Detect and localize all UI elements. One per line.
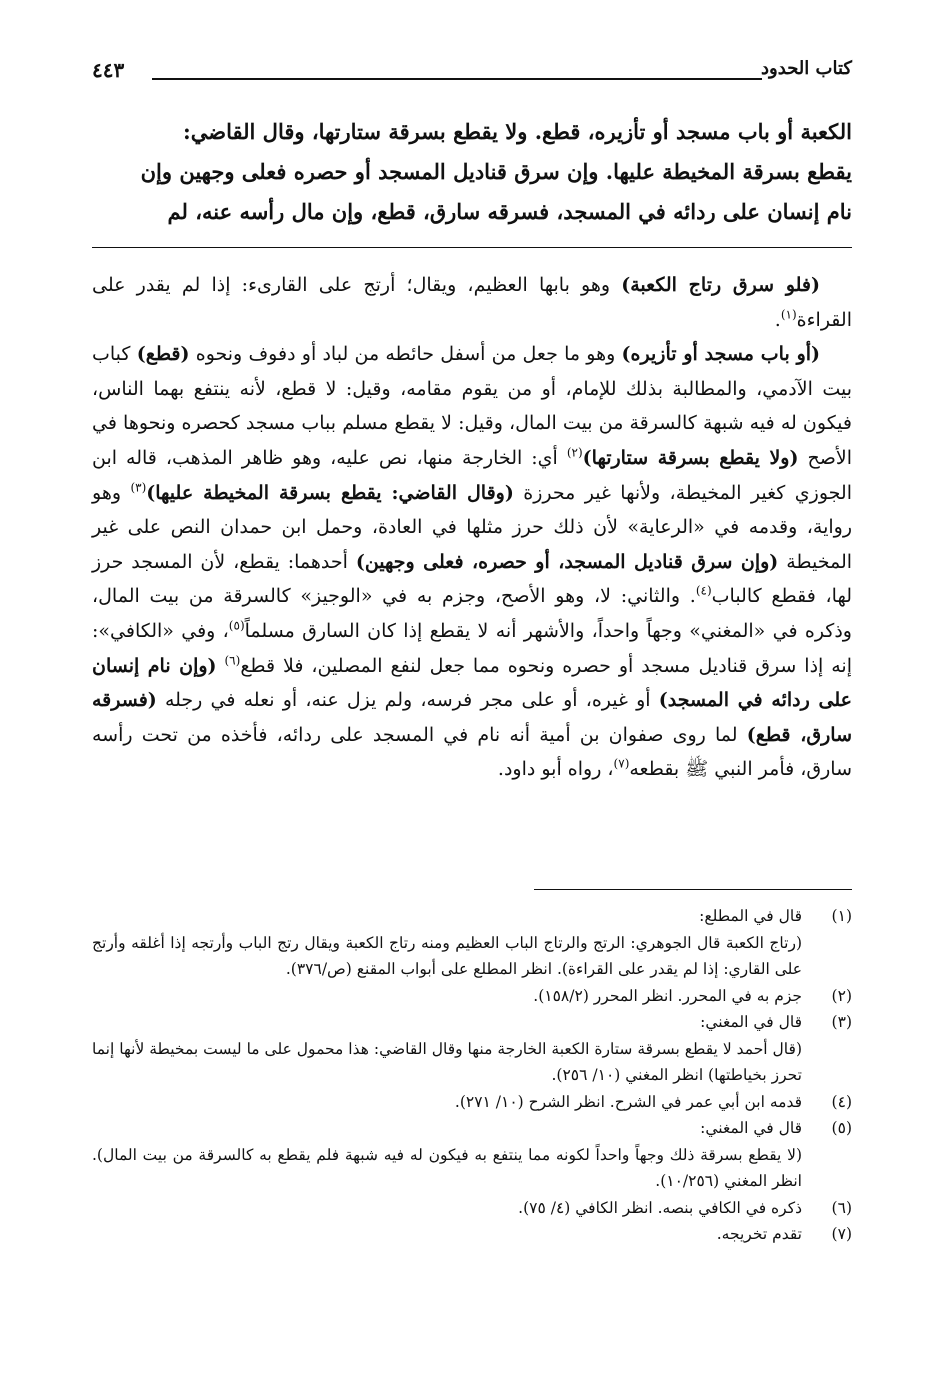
footnote-number: (٤) xyxy=(831,1092,852,1111)
footnote xyxy=(92,983,852,1010)
footnote-ref[interactable]: (٤) xyxy=(695,584,712,599)
footnote xyxy=(92,1089,852,1116)
commentary-text: وهو رواية، وقدمه في «الرعاية» لأن ذلك حرز مثلها في العادة، وحمل ابن حمدان النص على غير المخيطة xyxy=(92,481,853,573)
footnote-number: (٢) xyxy=(831,986,852,1005)
footnote-text: قدمه ابن أبي عمر في الشرح. انظر الشرح (١٠/ ٢٧١). xyxy=(454,1092,802,1111)
running-header xyxy=(92,58,852,88)
commentary-text: ، رواه أبو داود. xyxy=(497,758,614,781)
footnote-text: ذكره في الكافي بنصه. انظر الكافي (٤/ ٧٥). xyxy=(518,1198,802,1217)
book-title: كتاب الحدود xyxy=(761,58,852,79)
footnote-number: (٦) xyxy=(831,1198,852,1217)
commentary-text: لما روى صفوان بن أمية أنه نام في المسجد على ردائه، فأخذه من تحت رأسه سارق، فأمر النبي ﷺ بقطعه xyxy=(92,723,852,781)
commentary-text: ، وفي «الكافي»: إنه إذا سرق قناديل مسجد أو حصره ونحوه مما جعل لنفع المصلين، فلا قطع xyxy=(92,619,853,677)
footnote-number: (١) xyxy=(831,907,852,925)
quoted-text: (فلو سرق رتاج الكعبة) xyxy=(621,274,820,296)
footnote-text: قال في المغني: xyxy=(700,1013,802,1031)
footnote-ref[interactable]: (٢) xyxy=(566,445,583,460)
footnote xyxy=(92,1009,852,1089)
footnote-number: (٥) xyxy=(831,1119,852,1137)
footnote xyxy=(92,1195,852,1222)
footnote-separator xyxy=(534,889,852,890)
quoted-text: (فسرقه سارق، قطع) xyxy=(92,689,852,746)
footnote-number: (٣) xyxy=(831,1013,852,1031)
main-text-line: نام إنسان على ردائه في المسجد، فسرقه سارق، قطع، وإن مال رأسه عنه، لم xyxy=(167,199,852,224)
main-text-line: الكعبة أو باب مسجد أو تأزيره، قطع. ولا يقطع بسرقة ستارتها، وقال القاضي: xyxy=(183,119,852,144)
header-rule xyxy=(152,78,762,80)
quoted-text: (وقال القاضي: يقطع بسرقة المخيطة عليها) xyxy=(146,481,514,504)
commentary-text: وهو بابها العظيم، ويقال؛ أرتج على القارىء: إذا لم يقدر على القراءة xyxy=(92,274,852,331)
footnote xyxy=(92,903,852,983)
footnote xyxy=(92,1221,852,1248)
quoted-text: (وإن سرق قناديل المسجد، أو حصره، فعلى وجهين) xyxy=(355,550,779,573)
commentary-text: وهو ما جعل من أسفل حائطه من لباد أو دفوف ونحوه xyxy=(195,343,616,366)
main-text-line: يقطع بسرقة المخيطة عليها. وإن سرق قناديل المسجد أو حصره فعلى وجهين وإن xyxy=(140,159,852,184)
footnote-ref[interactable]: (٧) xyxy=(613,756,630,771)
text-separator xyxy=(92,247,852,248)
footnote-ref[interactable]: (١) xyxy=(780,307,797,322)
footnote-text: قال في المطلع: xyxy=(699,907,802,925)
quoted-text: (قطع) xyxy=(136,343,190,366)
commentary-text: أحدهما: يقطع، لأن المسجد حرز لها، فقطع كالباب xyxy=(92,550,852,608)
footnote-text: تقدم تخريجه. xyxy=(716,1225,802,1243)
footnote-text: جزم به في المحرر. انظر المحرر (١٥٨/٢). xyxy=(533,986,802,1005)
footnote-ref[interactable]: (٦) xyxy=(224,653,241,668)
quoted-text: (ولا يقطع بسرقة ستارتها) xyxy=(582,446,799,469)
commentary-paragraph: (فلو سرق رتاج الكعبة) وهو بابها العظيم، ويقال؛ أرتج على القارىء: إذا لم يقدر على القراءة$^{(١)}$. xyxy=(92,274,852,331)
main-text xyxy=(92,112,852,232)
footnotes xyxy=(92,903,852,1248)
footnote xyxy=(92,1115,852,1195)
page-number: ٤٤٣ xyxy=(92,58,125,82)
commentary-text: كباب بيت الآدمي، والمطالبة بذلك للإمام، أو من يقوم مقامه، وقيل: لا قطع، لأنه ينتفع بهما الناس، فيكون له فيه شبهة كالسرقة من بيت المال، وقيل: لا يقطع مسلم بباب مسجد كحصره ونحوها في الأصح xyxy=(92,343,852,469)
footnote-body: (رتاج الكعبة قال الجوهري: الرتج والرتاج الباب العظيم ومنه رتاج الكعبة ويقال رتج الباب وأرتجه إذا أغلقه وأرتج على القاري: إذا لم يقدر على القراءة). انظر المطلع على أبواب المقنع (ص/٣٧٦). xyxy=(92,933,802,978)
footnote-number: (٧) xyxy=(831,1225,852,1243)
commentary xyxy=(92,268,852,787)
footnote-body: (قال أحمد لا يقطع بسرقة ستارة الكعبة الخارجة منها وقال القاضي: هذا محمول على ما ليست بمخيطة لأنها إنما تحرز بخياطتها) انظر المغني (١٠/ ٢٥٦). xyxy=(92,1039,802,1084)
commentary-text: أي: الخارجة منها، نص عليه، وهو ظاهر المذهب، قاله ابن الجوزي كغير المخيطة، ولأنها غير محرزة xyxy=(92,446,852,504)
commentary-paragraph xyxy=(92,337,852,787)
footnote-text: قال في المغني: xyxy=(700,1119,802,1137)
commentary-text: . والثاني: لا، وهو الأصح، وجزم به في «الوجيز» كالسرقة من بيت المال، وذكره في «المغني» وجهاً واحداً، والأشهر أنه لا يقطع إذا كان السارق مسلماً xyxy=(92,585,852,642)
commentary-text: أو غيره، أو على مجر فرسه، ولم يزل عنه، أو نعله في رجله xyxy=(164,689,651,712)
quoted-text: (أو باب مسجد أو تأزيره) xyxy=(621,343,821,366)
quoted-text: (وإن نام إنسان على ردائه في المسجد) xyxy=(92,654,852,712)
footnote-body: (لا يقطع بسرقة ذلك وجهاً واحداً لكونه مما ينتفع به فيكون له فيه شبهة فلم يقطع به كالسرقة من بيت المال). انظر المغني (١٠/٢٥٦). xyxy=(92,1145,802,1190)
footnote-ref[interactable]: (٣) xyxy=(130,480,147,495)
footnote-ref[interactable]: (٥) xyxy=(228,618,245,633)
